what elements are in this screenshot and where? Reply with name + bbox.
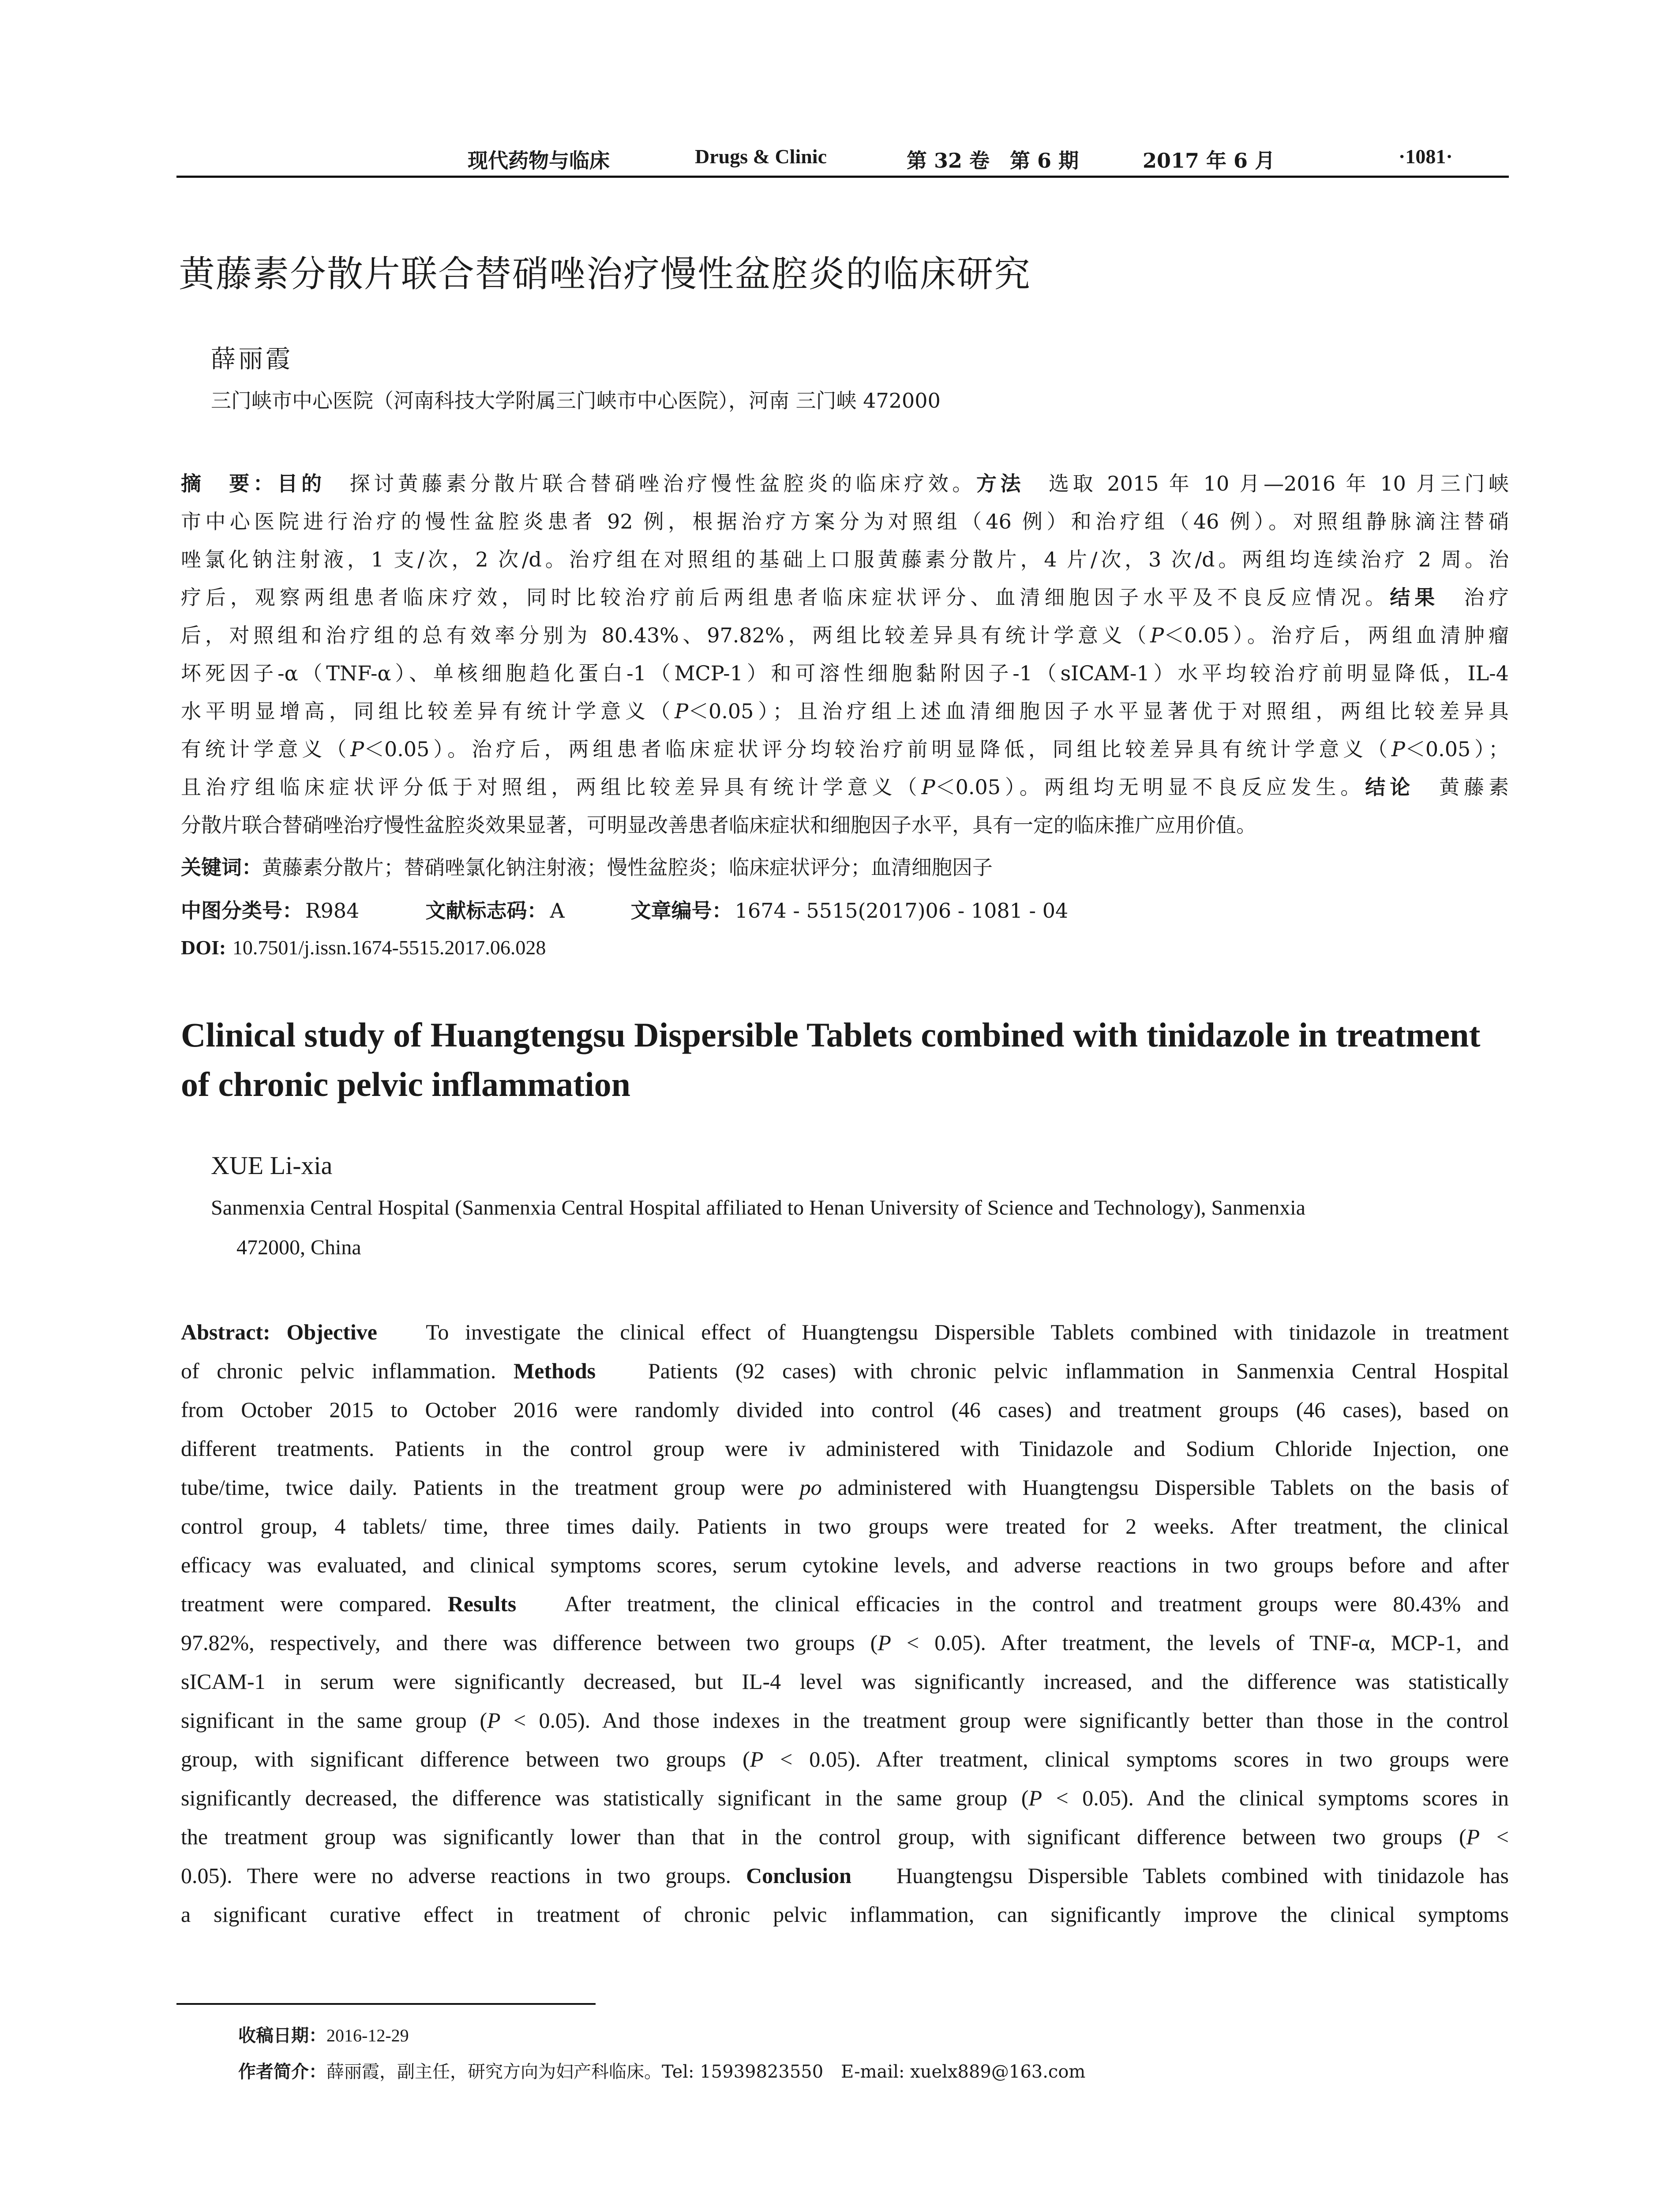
- cn-abstract-line: 后，对照组和治疗组的总有效率分别为 80.43%、97.82%，两组比较差异具有统计学意义（P＜0.05）。治疗后，两组血清肿瘤: [181, 623, 1509, 647]
- doi-label: DOI:: [181, 936, 226, 959]
- cn-abstract-line: 分散片联合替硝唑治疗慢性盆腔炎效果显著，可明显改善患者临床症状和细胞因子水平，具有一定的临床推广应用价值。: [181, 813, 1256, 837]
- cn-title: 黄藤素分散片联合替硝唑治疗慢性盆腔炎的临床研究: [179, 253, 1031, 295]
- en-abstract-line: tube/time, twice daily. Patients in the treatment group were po administered with Huangtengsu Dispersible Tablets on the basis of: [181, 1475, 1509, 1500]
- doc-code: A: [550, 899, 565, 923]
- en-affiliation-cont: 472000, China: [236, 1236, 361, 1259]
- en-abstract-line: significant in the same group (P < 0.05). And those indexes in the treatment group were significantly better than those in the control: [181, 1708, 1509, 1733]
- doi-link[interactable]: 10.7501/j.issn.1674-5515.2017.06.028: [232, 936, 546, 959]
- journal-name-en: Drugs & Clinic: [695, 145, 827, 168]
- page-number: ·1081·: [1399, 145, 1453, 168]
- en-abstract-line: 97.82%, respectively, and there was difference between two groups (P < 0.05). After treatment, the levels of TNF-α, MCP-1, and: [181, 1630, 1509, 1655]
- en-abstract-line: of chronic pelvic inflammation. Methods Patients (92 cases) with chronic pelvic inflammation in Sanmenxia Central Hospital: [181, 1358, 1509, 1383]
- cn-abstract-line: 市中心医院进行治疗的慢性盆腔炎患者 92 例，根据治疗方案分为对照组（46 例）和治疗组（46 例）。对照组静脉滴注替硝: [181, 510, 1509, 533]
- en-abstract-line: treatment were compared. Results After treatment, the clinical efficacies in the control and treatment groups were 80.43% and: [181, 1591, 1509, 1616]
- en-abstract-line: different treatments. Patients in the control group were iv administered with Tinidazole and Sodium Chloride Injection, one: [181, 1436, 1509, 1461]
- article-number: 1674 - 5515(2017)06 - 1081 - 04: [735, 899, 1069, 923]
- en-abstract-line: 0.05). There were no adverse reactions in two groups. Conclusion Huangtengsu Dispersible Tablets combined with tinidazole has: [181, 1863, 1509, 1888]
- cn-abstract-line: 且治疗组临床症状评分低于对照组，两组比较差异具有统计学意义（P＜0.05）。两组均无明显不良反应发生。结论 黄藤素: [181, 775, 1509, 799]
- en-abstract-line: Abstract: Objective To investigate the clinical effect of Huangtengsu Dispersible Tablets combined with tinidazole in treatment: [181, 1320, 1509, 1344]
- footnote-received: 收稿日期：2016-12-29: [238, 2026, 409, 2046]
- en-abstract-line: a significant curative effect in treatment of chronic pelvic inflammation, can significantly improve the clinical symptoms: [181, 1902, 1509, 1927]
- cn-author: 薛丽霞: [211, 345, 293, 374]
- footnote-author-info: 作者简介：薛丽霞，副主任，研究方向为妇产科临床。Tel: 15939823550 E-mail: xuelx889@163.com: [238, 2062, 1086, 2082]
- en-affiliation: Sanmenxia Central Hospital (Sanmenxia Central Hospital affiliated to Henan University of Science and Technology), Sanmenxia: [211, 1196, 1305, 1219]
- doi-line: [181, 935, 546, 959]
- cn-abstract-line: 坏死因子-α（TNF-α）、单核细胞趋化蛋白-1（MCP-1）和可溶性细胞黏附因子-1（sICAM-1）水平均较治疗前明显降低，IL-4: [181, 661, 1509, 685]
- issue-date: 2017 年 6 月: [1143, 149, 1275, 173]
- en-abstract-line: control group, 4 tablets/ time, three times daily. Patients in two groups were treated for 2 weeks. After treatment, the clinical: [181, 1514, 1509, 1538]
- cn-keywords-label: 关键词：: [181, 855, 262, 879]
- en-abstract-line: from October 2015 to October 2016 were randomly divided into control (46 cases) and treatment groups (46 cases), based on: [181, 1397, 1509, 1422]
- running-header: [176, 140, 1509, 180]
- volume-issue: 第 32 卷 第 6 期: [907, 149, 1079, 173]
- cn-label-results: 结果: [1390, 585, 1440, 609]
- cn-label-objective: 目的: [277, 472, 326, 495]
- cn-abstract-line: 水平明显增高，同组比较差异有统计学意义（P＜0.05）；且治疗组上述血清细胞因子水平显著优于对照组，两组比较差异具: [181, 699, 1509, 723]
- cn-abstract-line: 有统计学意义（P＜0.05）。治疗后，两组患者临床症状评分均较治疗前明显降低，同组比较差异具有统计学意义（P＜0.05）；: [181, 737, 1509, 761]
- cn-label-conclusion: 结论: [1365, 775, 1415, 799]
- cn-label-methods: 方法: [976, 472, 1025, 495]
- classification-line: 中图分类号： R984 文献标志码： A 文章编号： 1674 - 5515(2017)06 - 1081 - 04: [181, 899, 1069, 923]
- en-label-results: Results: [447, 1591, 517, 1616]
- en-abstract-line: efficacy was evaluated, and clinical symptoms scores, serum cytokine levels, and adverse reactions in two groups before and after: [181, 1553, 1509, 1577]
- en-author: XUE Li-xia: [211, 1151, 333, 1180]
- en-abstract-line: significantly decreased, the difference was statistically significant in the same group (P < 0.05). And the clinical symptoms scores in: [181, 1786, 1509, 1810]
- header-rule: [176, 176, 1509, 178]
- cn-affiliation: 三门峡市中心医院（河南科技大学附属三门峡市中心医院），河南 三门峡 472000: [211, 389, 941, 413]
- en-label-conclusion: Conclusion: [746, 1863, 851, 1888]
- footnote-rule: [176, 2003, 596, 2005]
- journal-name-cn: 现代药物与临床: [468, 149, 610, 173]
- cn-abstract-label: 摘 要：: [181, 472, 278, 495]
- en-label-methods: Methods: [514, 1358, 596, 1383]
- cn-abstract-line: 唑氯化钠注射液，1 支/次，2 次/d。治疗组在对照组的基础上口服黄藤素分散片，4 片/次，3 次/d。两组均连续治疗 2 周。治: [181, 548, 1509, 571]
- en-abstract-line: the treatment group was significantly lower than that in the control group, with significant difference between two groups (P <: [181, 1824, 1509, 1849]
- cn-abstract-line: 摘 要：目的 探讨黄藤素分散片联合替硝唑治疗慢性盆腔炎的临床疗效。方法 选取 2015 年 10 月—2016 年 10 月三门峡: [181, 472, 1509, 495]
- en-label-abstract-objective: Abstract: Objective: [181, 1320, 377, 1344]
- cn-keywords: 关键词：黄藤素分散片；替硝唑氯化钠注射液；慢性盆腔炎；临床症状评分；血清细胞因子: [181, 855, 993, 879]
- clc-number: R984: [305, 899, 360, 923]
- en-abstract-line: sICAM-1 in serum were significantly decreased, but IL-4 level was significantly increased, and the difference was statistically: [181, 1669, 1509, 1694]
- en-title: Clinical study of Huangtengsu Dispersible Tablets combined with tinidazole in treatment of chronic pelvic inflammation: [181, 1016, 1481, 1103]
- en-abstract-line: group, with significant difference between two groups (P < 0.05). After treatment, clinical symptoms scores in two groups were: [181, 1747, 1509, 1771]
- cn-abstract-line: 疗后，观察两组患者临床疗效，同时比较治疗前后两组患者临床症状评分、血清细胞因子水平及不良反应情况。结果 治疗: [181, 585, 1509, 609]
